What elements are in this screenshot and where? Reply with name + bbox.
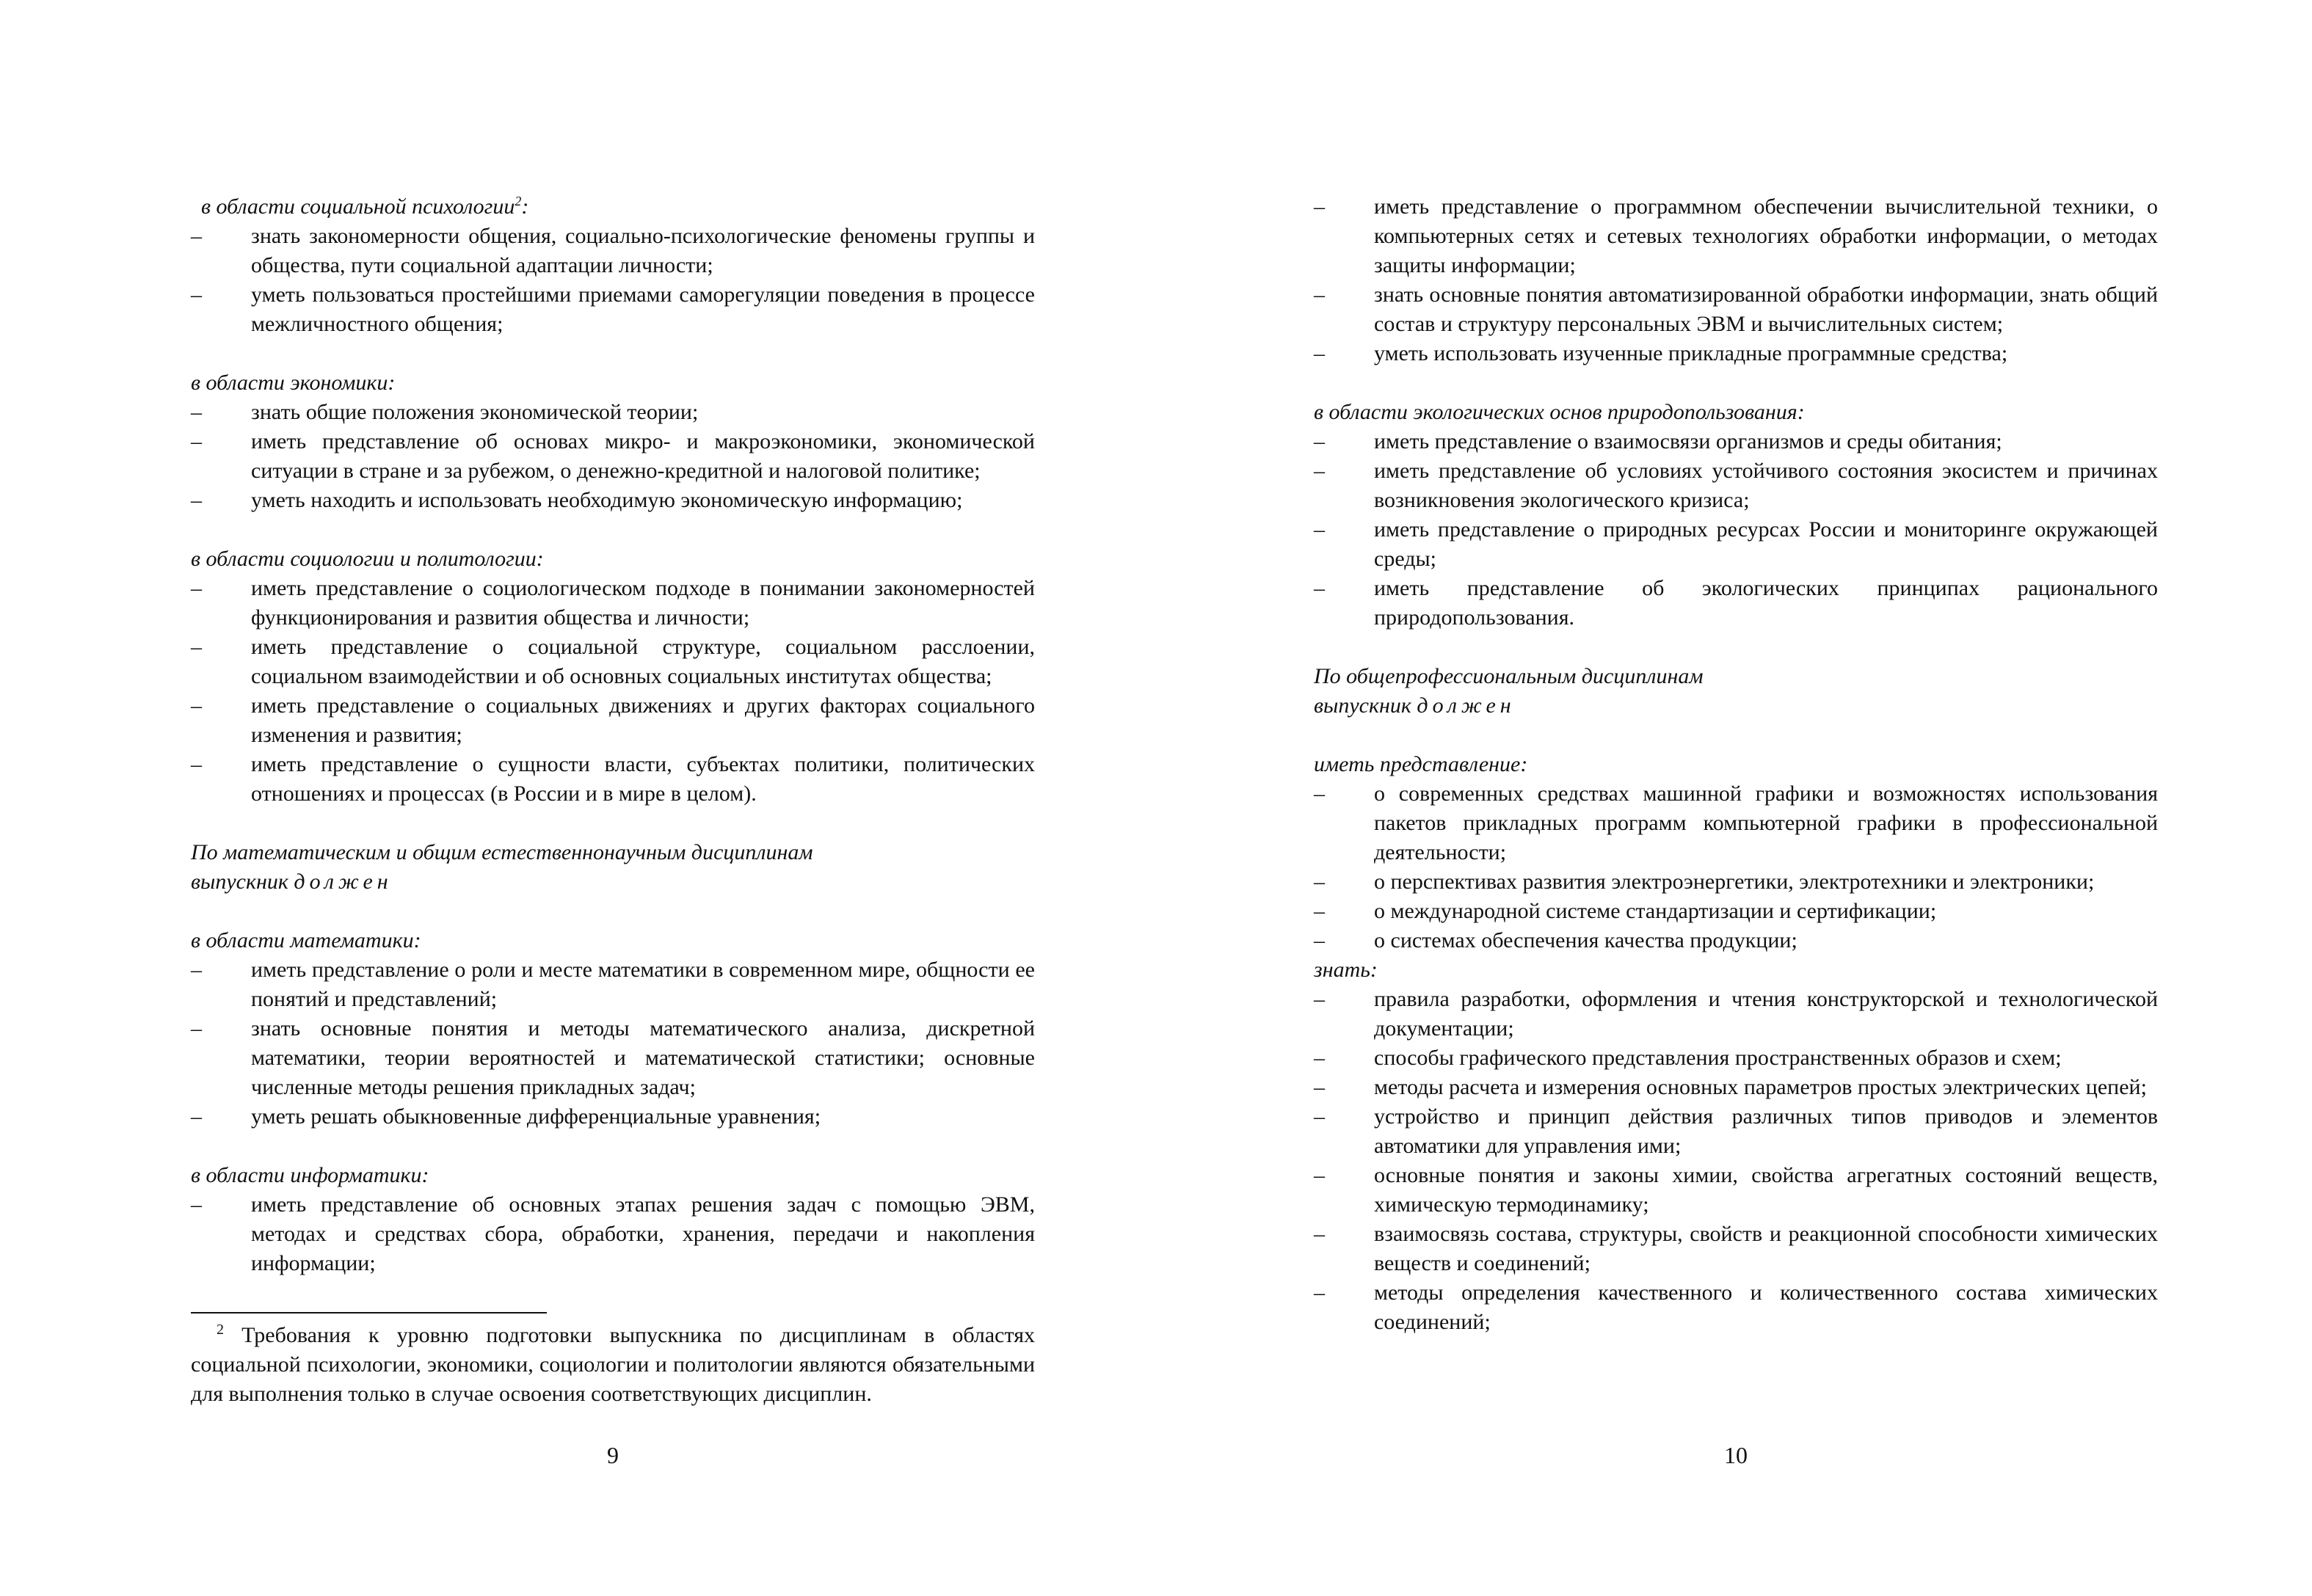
item-text: иметь представление об условиях устойчивого состояния экосистем и причинах возникновения экологического кризиса; [1374, 459, 2158, 512]
item-text: правила разработки, оформления и чтения конструкторской и технологической документации; [1374, 987, 2158, 1041]
item-text: знать закономерности общения, социально-психологические феномены группы и общества, пути социальной адаптации личности; [251, 224, 1035, 277]
dash-marker: – [1314, 1046, 1325, 1070]
left-page-content [191, 192, 1035, 1278]
section-heading: в области социологии и политологии: [191, 547, 544, 571]
item-list [1314, 985, 2158, 1337]
list-item [191, 398, 1035, 427]
footnote-text: Требования к уровню подготовки выпускника по дисциплинам в областях социальной психологии, экономики, социологии и политологии являются обязательными для выполнения только в случае освоения соответствующих дисциплин. [191, 1323, 1035, 1406]
item-text: о международной системе стандартизации и сертификации; [1374, 899, 1937, 923]
dash-marker: – [1314, 899, 1325, 923]
list-item [1314, 1102, 2158, 1161]
item-list [1314, 427, 2158, 633]
list-item [1314, 427, 2158, 456]
list-item [1314, 867, 2158, 897]
list-item [1314, 1278, 2158, 1337]
item-text: уметь решать обыкновенные дифференциальные уравнения; [251, 1104, 821, 1129]
section-heading [191, 192, 1035, 222]
dash-marker: – [1314, 1163, 1325, 1187]
dash-marker: – [1314, 1104, 1325, 1129]
list-item [1314, 456, 2158, 515]
dash-marker: – [1314, 283, 1325, 307]
list-item [1314, 985, 2158, 1043]
group-heading-prefix: выпускник [191, 870, 294, 894]
dash-marker: – [191, 1016, 202, 1041]
section-heading: иметь представление: [1314, 752, 1528, 776]
section-know [1314, 955, 2158, 1337]
list-item [191, 1102, 1035, 1132]
item-text: иметь представление об основных этапах решения задач с помощью ЭВМ, методах и средствах сбора, обработки, хранения, передачи и накопления информации; [251, 1192, 1035, 1275]
dash-marker: – [1314, 781, 1325, 806]
dash-marker: – [1314, 341, 1325, 365]
item-list [191, 398, 1035, 515]
dash-marker: – [191, 283, 202, 307]
group-heading-general-prof [1314, 662, 2158, 721]
item-text: о современных средствах машинной графики и возможностях использования пакетов прикладных программ компьютерной графики в профессиональной деятельности; [1374, 781, 2158, 864]
item-text: методы определения качественного и количественного состава химических соединений; [1374, 1280, 2158, 1334]
section-informatics [191, 1161, 1035, 1278]
section-heading: в области информатики: [191, 1163, 429, 1187]
item-list [191, 1190, 1035, 1278]
section-economics [191, 368, 1035, 515]
item-list [191, 222, 1035, 339]
list-item [1314, 192, 2158, 280]
list-item [1314, 1161, 2158, 1220]
list-item [1314, 779, 2158, 867]
right-page-content [1314, 192, 2158, 1337]
item-text: основные понятия и законы химии, свойства агрегатных состояний веществ, химическую термодинамику; [1374, 1163, 2158, 1217]
footnote [191, 1321, 1035, 1409]
item-list [191, 955, 1035, 1132]
item-text: иметь представление о сущности власти, субъектах политики, политических отношениях и процессах (в России и в мире в целом). [251, 752, 1035, 806]
group-heading-line: По общепрофессиональным дисциплинам [1314, 664, 1704, 688]
section-heading: в области математики: [191, 928, 421, 952]
item-list [1314, 192, 2158, 368]
item-list [1314, 779, 2158, 955]
dash-marker: – [191, 429, 202, 453]
section-social-psychology [191, 192, 1035, 339]
dash-marker: – [191, 1104, 202, 1129]
dash-marker: – [191, 400, 202, 424]
section-ecology [1314, 398, 2158, 633]
list-item [191, 280, 1035, 339]
item-list [191, 574, 1035, 809]
dash-marker: – [191, 488, 202, 512]
dash-marker: – [1314, 1280, 1325, 1305]
list-item [1314, 926, 2158, 955]
heading-colon: : [521, 194, 529, 219]
dash-marker: – [1314, 429, 1325, 453]
section-have-idea [1314, 750, 2158, 955]
item-text: уметь находить и использовать необходимую экономическую информацию; [251, 488, 963, 512]
dash-marker: – [1314, 459, 1325, 483]
item-text: иметь представление о социологическом подходе в понимании закономерностей функционирования и развития общества и личности; [251, 576, 1035, 630]
item-text: иметь представление о социальной структуре, социальном расслоении, социальном взаимодействии и об основных социальных институтах общества; [251, 635, 1035, 688]
dash-marker: – [1314, 576, 1325, 600]
list-item [1314, 574, 2158, 633]
dash-marker: – [191, 752, 202, 776]
list-item [191, 691, 1035, 750]
group-heading-prefix: выпускник [1314, 693, 1417, 718]
page-number: 10 [1724, 1442, 1748, 1468]
left-page [191, 0, 1035, 1596]
item-text: уметь использовать изученные прикладные программные средства; [1374, 341, 2008, 365]
item-text: иметь представление о природных ресурсах России и мониторинге окружающей среды; [1374, 517, 2158, 571]
group-heading-spaced: должен [294, 870, 393, 894]
list-item [1314, 897, 2158, 926]
item-text: методы расчета и измерения основных параметров простых электрических цепей; [1374, 1075, 2147, 1099]
item-text: о перспективах развития электроэнергетики, электротехники и электроники; [1374, 870, 2095, 894]
dash-marker: – [1314, 928, 1325, 952]
list-item [191, 574, 1035, 633]
item-text: иметь представление об основах микро- и макроэкономики, экономической ситуации в стране и за рубежом, о денежно-кредитной и налоговой политике; [251, 429, 1035, 483]
group-heading-line: По математическим и общим естественнонаучным дисциплинам [191, 840, 813, 864]
section-heading: в области экономики: [191, 371, 396, 395]
list-item [1314, 1043, 2158, 1073]
item-text: знать основные понятия и методы математического анализа, дискретной математики, теории вероятностей и математической статистики; основные численные методы решения прикладных задач; [251, 1016, 1035, 1099]
item-text: взаимосвязь состава, структуры, свойств и реакционной способности химических веществ и соединений; [1374, 1222, 2158, 1275]
dash-marker: – [1314, 517, 1325, 542]
item-text: уметь пользоваться простейшими приемами саморегуляции поведения в процессе межличностного общения; [251, 283, 1035, 336]
list-item [191, 1014, 1035, 1102]
section-sociology [191, 544, 1035, 809]
list-item [191, 222, 1035, 280]
item-text: иметь представление о социальных движениях и других факторах социального изменения и развития; [251, 693, 1035, 747]
item-text: иметь представление об экологических принципах рационального природопользования. [1374, 576, 2158, 630]
dash-marker: – [191, 635, 202, 659]
dash-marker: – [1314, 1222, 1325, 1246]
footnote-divider [191, 1312, 547, 1313]
section-heading: знать: [1314, 958, 1378, 982]
list-item [191, 1190, 1035, 1278]
group-heading-spaced: должен [1417, 693, 1516, 718]
page-number: 9 [607, 1442, 619, 1468]
list-item [1314, 515, 2158, 574]
item-text: иметь представление о роли и месте математики в современном мире, общности ее понятий и представлений; [251, 958, 1035, 1011]
list-item [1314, 1220, 2158, 1278]
item-text: иметь представление о программном обеспечении вычислительной техники, о компьютерных сетях и сетевых технологиях обработки информации, о методах защиты информации; [1374, 194, 2158, 277]
list-item [1314, 1073, 2158, 1102]
item-text: устройство и принцип действия различных типов приводов и элементов автоматики для управления ими; [1374, 1104, 2158, 1158]
dash-marker: – [1314, 987, 1325, 1011]
list-item [1314, 339, 2158, 368]
footnote-mark: 2 [217, 1322, 224, 1338]
list-item [191, 486, 1035, 515]
item-text: знать основные понятия автоматизированной обработки информации, знать общий состав и структуру персональных ЭВМ и вычислительных систем; [1374, 283, 2158, 336]
group-heading-line [1314, 691, 2158, 721]
list-item [191, 427, 1035, 486]
item-text: знать общие положения экономической теории; [251, 400, 699, 424]
dash-marker: – [191, 1192, 202, 1217]
item-text: о системах обеспечения качества продукции; [1374, 928, 1797, 952]
list-item [1314, 280, 2158, 339]
dash-marker: – [1314, 194, 1325, 219]
section-heading: в области экологических основ природопользования: [1314, 400, 1805, 424]
dash-marker: – [191, 224, 202, 248]
list-item [191, 750, 1035, 809]
right-page [1314, 0, 2158, 1596]
section-informatics-continued [1314, 192, 2158, 368]
group-heading-math [191, 838, 1035, 897]
item-text: способы графического представления пространственных образов и схем; [1374, 1046, 2062, 1070]
dash-marker: – [191, 576, 202, 600]
heading-text: в области социальной психологии [201, 194, 515, 219]
item-text: иметь представление о взаимосвязи организмов и среды обитания; [1374, 429, 2002, 453]
list-item [191, 633, 1035, 691]
dash-marker: – [1314, 870, 1325, 894]
dash-marker: – [191, 693, 202, 718]
group-heading-line [191, 867, 1035, 897]
dash-marker: – [1314, 1075, 1325, 1099]
footnote-ref: 2 [515, 194, 522, 208]
list-item [191, 955, 1035, 1014]
section-mathematics [191, 926, 1035, 1132]
dash-marker: – [191, 958, 202, 982]
